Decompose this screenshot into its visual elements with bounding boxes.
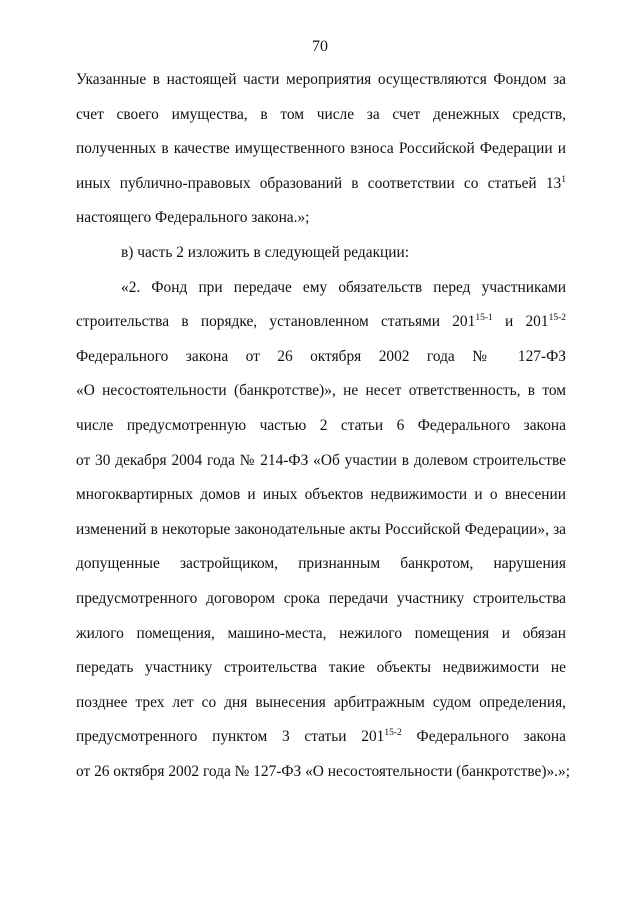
text-line: позднее трех лет со дня вынесения арбитражным судом определения,: [76, 693, 566, 711]
superscript: 1: [561, 174, 566, 185]
text-line: Федерального закона от 26 октября 2002 года № 127-ФЗ: [76, 347, 566, 365]
text-line: числе предусмотренную частью 2 статьи 6 Федерального закона: [76, 416, 566, 434]
text-line: изменений в некоторые законодательные акты Российской Федерации», за: [76, 520, 566, 538]
text-line: от 30 декабря 2004 года № 214-ФЗ «Об участии в долевом строительстве: [76, 451, 566, 469]
text-line: счет своего имущества, в том числе за счет денежных средств,: [76, 105, 566, 123]
text-line: передать участнику строительства такие объекты недвижимости не: [76, 659, 566, 677]
text-line: «О несостоятельности (банкротстве)», не несет ответственность, в том: [76, 382, 566, 400]
text-line: «2. Фонд при передаче ему обязательств перед участниками: [121, 278, 566, 296]
text-line: предусмотренного договором срока передачи участнику строительства: [76, 589, 566, 607]
text-line: жилого помещения, машино-места, нежилого помещения и обязан: [76, 624, 566, 642]
text-line: иных публично-правовых образований в соответствии со статьей $13^1$: [76, 174, 566, 192]
page-number: 70: [312, 38, 328, 55]
superscript: 15-2: [548, 313, 566, 324]
text-line: в) часть 2 изложить в следующей редакции:: [121, 243, 410, 261]
text-line: предусмотренного пунктом 3 статьи 201$^{15-2}$ Федерального закона: [76, 728, 566, 746]
text-line: допущенные застройщиком, признанным банкротом, нарушения: [76, 555, 566, 573]
text-line: строительства в порядке, установленном статьями 201$^{15-1}$ и 201$^{15-2}$: [76, 313, 566, 331]
text-line: от 26 октября 2002 года № 127-ФЗ «О несостоятельности (банкротстве)».»;: [76, 762, 570, 780]
text-line: полученных в качестве имущественного взноса Российской Федерации и: [76, 140, 566, 158]
superscript: 15-2: [384, 728, 402, 739]
text-line: Указанные в настоящей части мероприятия осуществляются Фондом за: [76, 71, 566, 88]
text-line: настоящего Федерального закона.»;: [76, 209, 310, 227]
superscript: 15-1: [475, 313, 493, 324]
document-body: [76, 69, 570, 795]
text-line: многоквартирных домов и иных объектов недвижимости и о внесении: [76, 486, 566, 504]
